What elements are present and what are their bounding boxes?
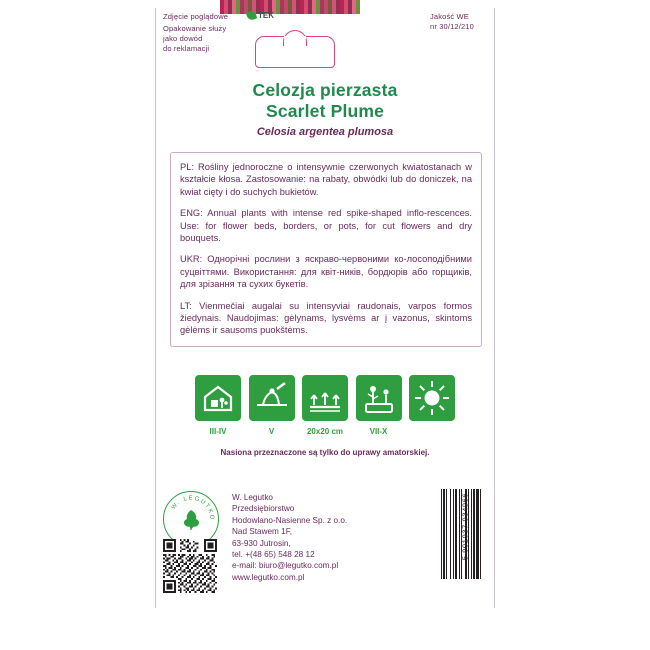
product-name-pl-line1: Celozja pierzasta [252, 80, 398, 100]
tek-logo [247, 11, 274, 20]
quality-info [430, 12, 474, 32]
icon-caption-planting: V [268, 427, 275, 436]
address-line-7: e-mail: biuro@legutko.com.pl [232, 561, 339, 571]
top-photo-strip [220, 0, 360, 14]
barcode [432, 489, 484, 579]
product-name-pl-line2: Scarlet Plume [265, 101, 385, 121]
photo-note: Zdjęcie poglądowe [163, 12, 229, 21]
company-address [232, 492, 347, 583]
icon-cell-flowering [356, 375, 402, 436]
icon-caption-sowing: III-IV [209, 427, 227, 436]
tek-label: TEK [258, 11, 274, 20]
description-ukr: UKR: Однорічні рослини з яскраво-червоними ко-лосоподібними суцвіттями. Використання: для квіт-ників, бордюрів або горщиків, для зрізання та сухих букетів. [180, 254, 472, 290]
tree-icon [178, 507, 204, 533]
spacing-icon [302, 375, 348, 421]
icon-cell-sun [409, 375, 455, 427]
amateur-use-note: Nasiona przeznaczone są tylko do uprawy amatorskiej. [220, 448, 430, 457]
icon-caption-spacing: 20x20 cm [306, 427, 344, 436]
icon-cell-spacing [302, 375, 348, 436]
quality-line-2: nr 30/12/210 [430, 22, 474, 31]
planting-out-icon [249, 375, 295, 421]
icon-cell-planting [249, 375, 295, 436]
leaf-icon [246, 10, 258, 22]
packaging-note-line-2: jako dowód [163, 34, 203, 43]
qr-code[interactable] [163, 539, 217, 593]
icon-cell-sowing [195, 375, 241, 436]
description-lt: LT: Vienmečiai augalai su intensyviai raudonais, varpos formos žiedynais. Naudojimas: gėlynams, lysvėms ar į vazonus, skintoms gėlėms ir sausoms puokštėms. [180, 300, 472, 336]
address-line-8: www.legutko.com.pl [232, 572, 305, 582]
greenhouse-sowing-icon [195, 375, 241, 421]
address-line-2: Przedsiębiorstwo [232, 504, 295, 514]
product-name-latin: Celosia argentea plumosa [256, 126, 394, 138]
address-line-4: Nad Stawem 1F, [232, 527, 293, 537]
svg-text:W. LEGUTKO: W. LEGUTKO [170, 495, 215, 522]
description-eng: ENG: Annual plants with intense red spike-shaped inflo-rescences. Use: for flower beds, borders, or pots, for cut flowers and dry bouquets. [180, 208, 472, 244]
quality-line-1: Jakość WE [430, 12, 469, 21]
sun-icon [409, 375, 455, 421]
description-pl: PL: Rośliny jednoroczne o intensywnie czerwonych kwiatostanach w kształcie kłosa. Zastosowanie: na rabaty, obwódki lub do doniczek, na kwiat cięty i do suchych bukietów. [180, 162, 472, 197]
barcode-number: 5 901937 934966 [460, 492, 470, 561]
cultivation-icons [195, 375, 455, 436]
icon-caption-flowering: VII-X [369, 427, 388, 436]
address-line-6: tel. +(48 65) 548 28 12 [232, 550, 315, 560]
flowering-icon [356, 375, 402, 421]
address-line-5: 63-930 Jutrosin, [232, 538, 291, 548]
description-box [170, 152, 482, 347]
address-line-3: Hodowlano-Nasienne Sp. z o.o. [232, 515, 348, 525]
address-line-1: W. Legutko [232, 493, 273, 502]
packaging-note [163, 24, 226, 54]
packaging-note-line-1: Opakowanie służy [163, 24, 227, 33]
hanger-hole [255, 36, 335, 68]
packaging-note-line-3: do reklamacji [163, 44, 210, 53]
